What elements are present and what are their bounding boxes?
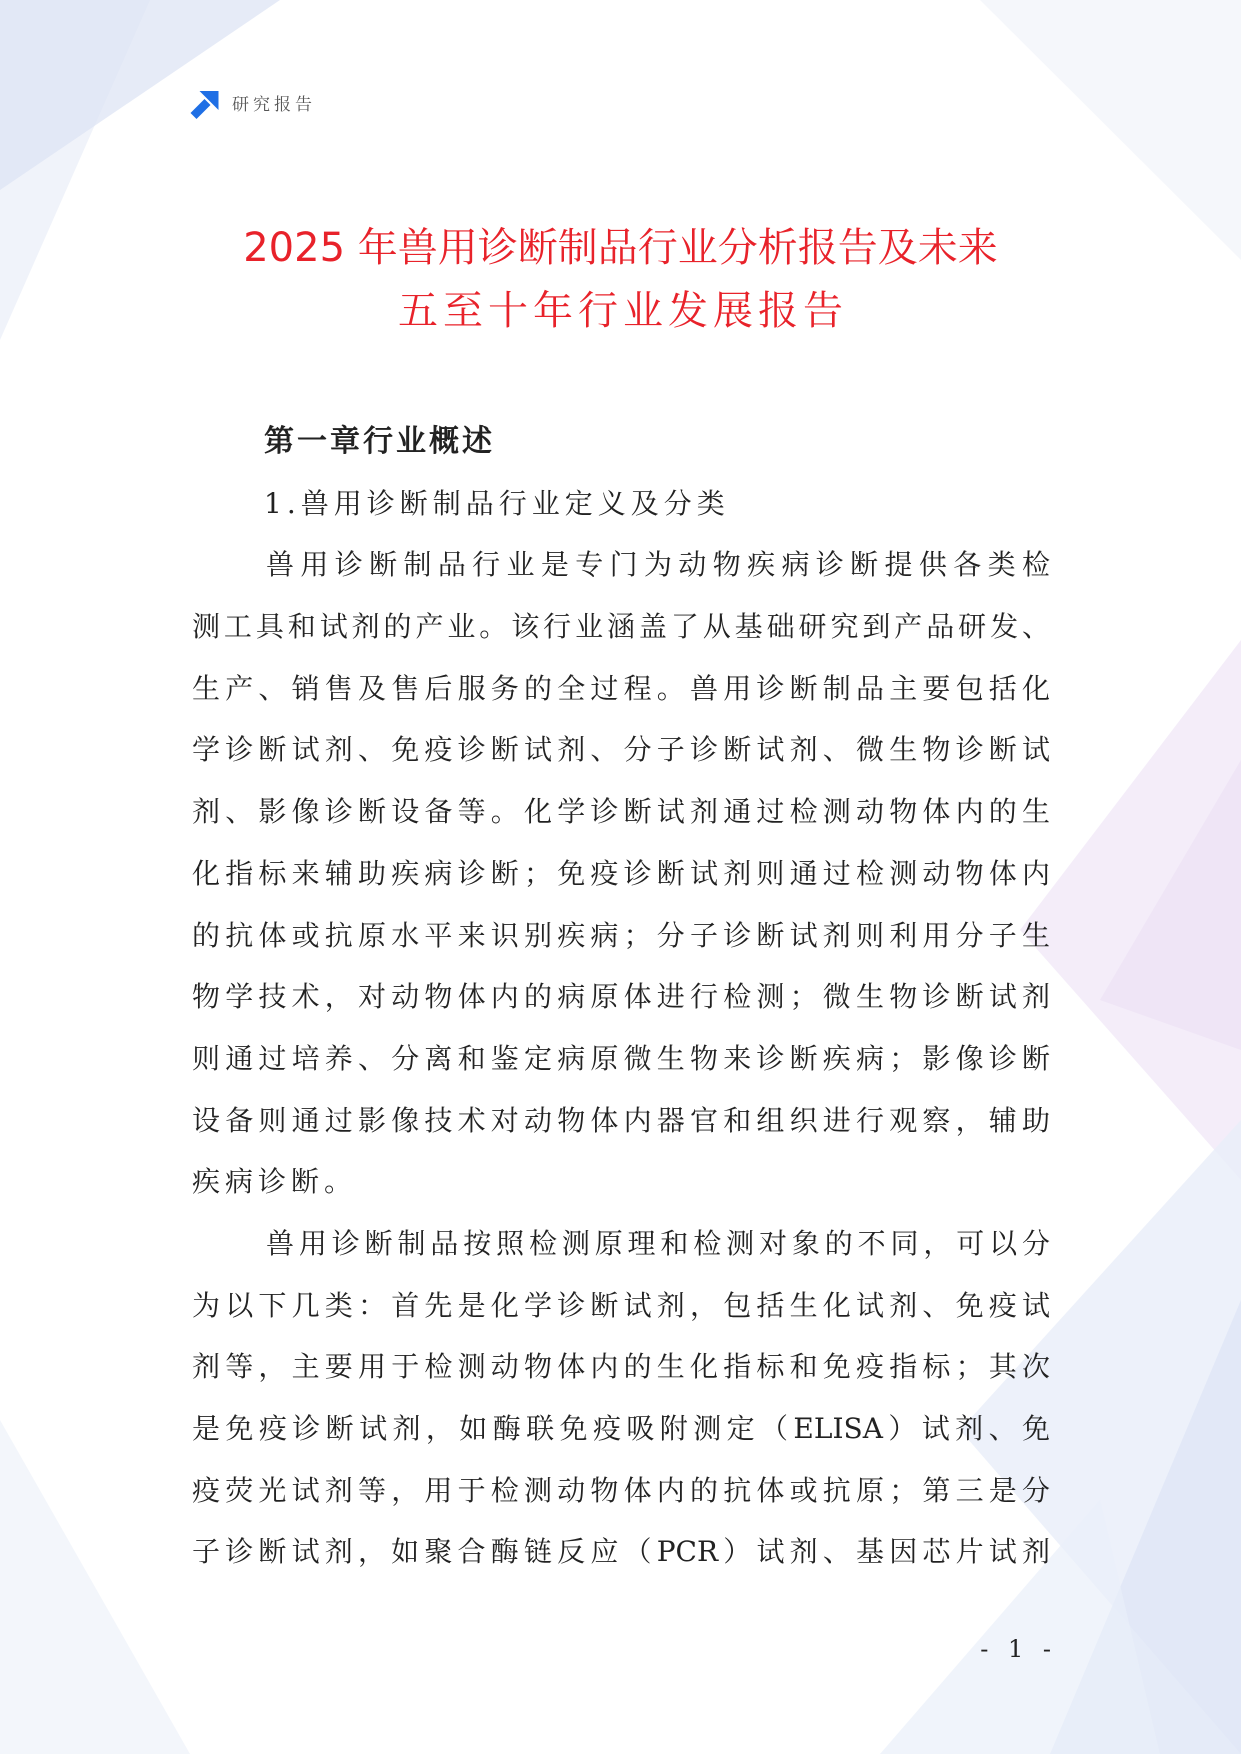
document-body xyxy=(192,411,1050,1583)
paragraph-line: 疾病诊断。 xyxy=(192,1165,358,1199)
paragraph-line: 学诊断试剂、免疫诊断试剂、分子诊断试剂、微生物诊断试 xyxy=(192,733,1050,767)
paragraph-line: 是免疫诊断试剂，如酶联免疫吸附测定（ELISA）试剂、免 xyxy=(192,1412,1050,1445)
background-shape xyxy=(0,1420,190,1754)
paragraph-line: 疫荧光试剂等，用于检测动物体内的抗体或抗原；第三是分 xyxy=(192,1473,1050,1507)
paragraph-line: 剂等，主要用于检测动物体内的生化指标和免疫指标；其次 xyxy=(192,1350,1050,1384)
paragraph-line: 化指标来辅助疾病诊断；免疫诊断试剂则通过检测动物体内 xyxy=(192,856,1050,890)
section-heading: 1.兽用诊断制品行业定义及分类 xyxy=(264,486,730,520)
report-title xyxy=(0,217,1241,343)
trend-arrow-icon xyxy=(188,89,221,121)
paragraph-line: 子诊断试剂，如聚合酶链反应（PCR）试剂、基因芯片试剂 xyxy=(192,1535,1050,1569)
paragraph-line: 的抗体或抗原水平来识别疾病；分子诊断试剂则利用分子生 xyxy=(192,918,1050,952)
report-title-line: 五至十年行业发展报告 xyxy=(398,288,848,334)
chapter-heading: 第一章行业概述 xyxy=(264,424,495,459)
paragraph-line: 兽用诊断制品按照检测原理和检测对象的不同，可以分 xyxy=(266,1226,1050,1260)
paragraph-line: 为以下几类：首先是化学诊断试剂，包括生化试剂、免疫试 xyxy=(192,1288,1050,1322)
paragraph-line: 测工具和试剂的产业。该行业涵盖了从基础研究到产品研发、 xyxy=(192,610,1050,644)
paragraph-line: 剂、影像诊断设备等。化学诊断试剂通过检测动物体内的生 xyxy=(192,795,1050,829)
page-number: - 1 - xyxy=(980,1635,1057,1663)
paragraph-line: 兽用诊断制品行业是专门为动物疾病诊断提供各类检 xyxy=(266,548,1050,582)
paragraph xyxy=(192,534,1050,1213)
paragraph-line: 物学技术，对动物体内的病原体进行检测；微生物诊断试剂 xyxy=(192,980,1050,1014)
paragraph-line: 生产、销售及售后服务的全过程。兽用诊断制品主要包括化 xyxy=(192,671,1050,705)
header-label: 研究报告 xyxy=(232,95,316,115)
paragraph-line: 设备则通过影像技术对动物体内器官和组织进行观察，辅助 xyxy=(192,1103,1050,1137)
paragraph-line: 则通过培养、分离和鉴定病原微生物来诊断疾病；影像诊断 xyxy=(192,1041,1050,1075)
paragraph xyxy=(192,1213,1050,1583)
report-title-line: 2025 年兽用诊断制品行业分析报告及未来 xyxy=(243,225,998,271)
